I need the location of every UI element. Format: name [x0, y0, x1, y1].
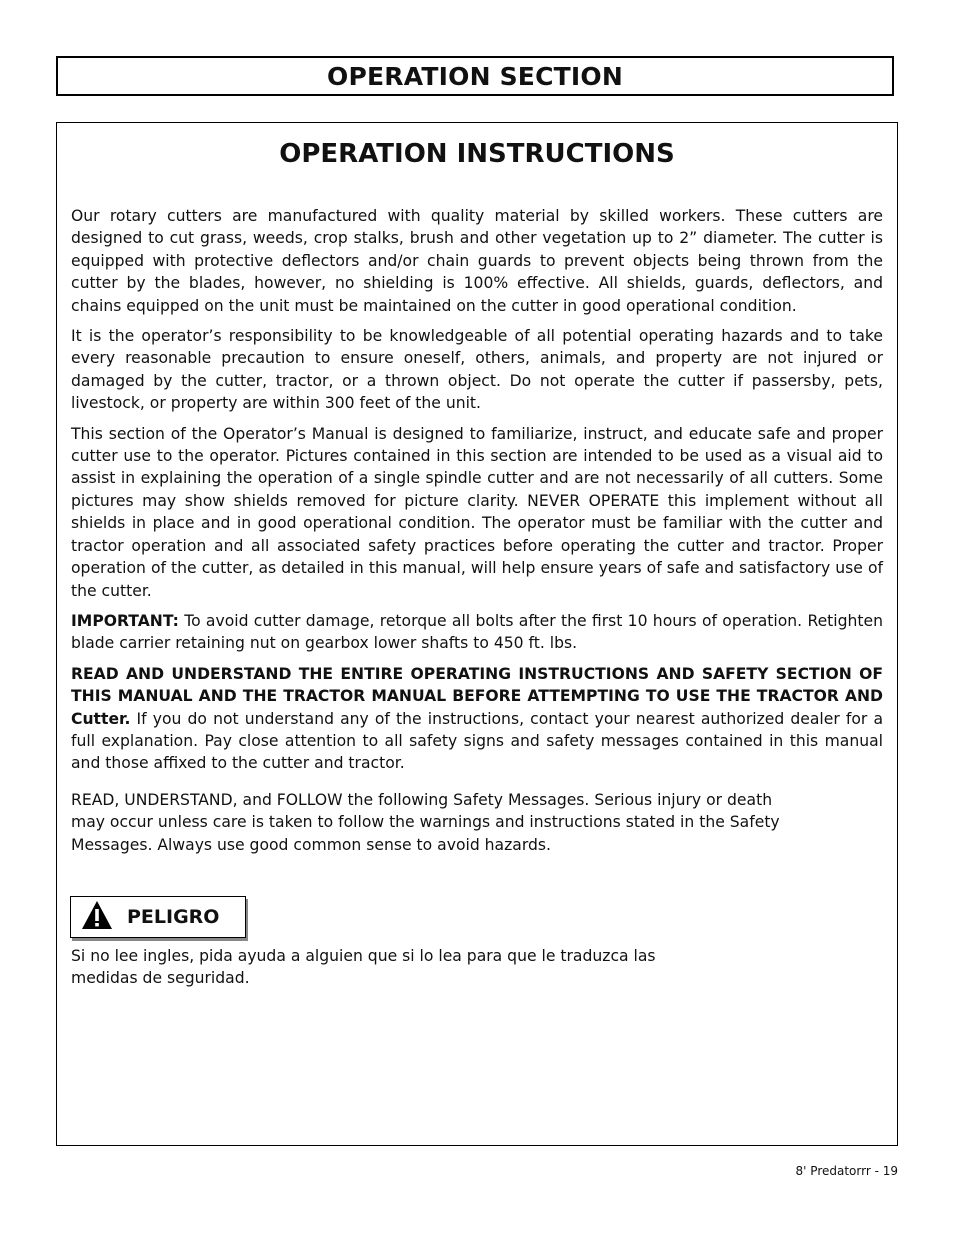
warning-triangle-icon	[81, 900, 113, 934]
important-text: To avoid cutter damage, retorque all bolts after the first 10 hours of operation. Retighten blade carrier retaining nut on gearbox lower shafts to 450 ft. lbs.	[71, 611, 883, 653]
paragraph-important	[71, 610, 883, 655]
read-understand-text: If you do not understand any of the instructions, contact your nearest authorized dealer for a full explanation. Pay close attention to all safety signs and safety messages contained in this manual and those affixed to the cutter and tractor.	[71, 709, 883, 773]
paragraph-responsibility: It is the operator’s responsibility to be knowledgeable of all potential operating hazards and to take every reasonable precaution to ensure oneself, others, animals, and property are not injured or damaged by the cutter, tractor, or a thrown object. Do not operate the cutter if passersby, pets, livestock, or property are within 300 feet of the unit.	[71, 327, 883, 413]
operation-instructions-box	[56, 122, 898, 1146]
peligro-label: PELIGRO	[127, 906, 220, 928]
section-title: OPERATION SECTION	[327, 61, 623, 91]
paragraph-read-understand	[71, 663, 883, 775]
page-title: OPERATION INSTRUCTIONS	[279, 139, 675, 169]
paragraph-safety-messages: READ, UNDERSTAND, and FOLLOW the following Safety Messages. Serious injury or death may occur unless care is taken to follow the warnings and instructions stated in the Safety Messages. Always use good common sense to avoid hazards.	[71, 790, 780, 854]
instructions-body	[71, 205, 883, 864]
section-title-bar	[56, 56, 894, 96]
paragraph-manual-purpose: This section of the Operator’s Manual is designed to familiarize, instruct, and educate safe and proper cutter use to the operator. Pictures contained in this section are intended to be used as a visual aid to assist in explaining the operation of a single spindle cutter and are not necessarily of all cutters. Some pictures may show shields removed for picture clarity. NEVER OPERATE this implement without all shields in place and in good operational condition. The operator must be familiar with the cutter and tractor operation and all associated safety practices before operating the cutter and tractor. Proper operation of the cutter, as detailed in this manual, will help ensure years of safe and satisfactory use of the cutter.	[71, 424, 883, 600]
peligro-text: Si no lee ingles, pida ayuda a alguien que si lo lea para que le traduzca las medidas de seguridad.	[71, 947, 656, 988]
peligro-label-box	[70, 896, 246, 938]
page-footer: 8' Predatorrr - 19	[795, 1164, 898, 1178]
paragraph-intro: Our rotary cutters are manufactured with quality material by skilled workers. These cutters are designed to cut grass, weeds, crop stalks, brush and other vegetation up to 2” diameter. The cutter is equipped with protective deflectors and/or chain guards to prevent objects being thrown from the cutter by the blades, however, no shielding is 100% effective. All shields, guards, deflectors, and chains equipped on the unit must be maintained on the cutter in good operational condition.	[71, 207, 883, 315]
read-understand-bold: READ AND UNDERSTAND THE ENTIRE OPERATING INSTRUCTIONS AND SAFETY SECTION OF THIS MANUAL AND THE TRACTOR MANUAL BEFORE ATTEMPTING TO USE THE TRACTOR AND Cutter.	[71, 664, 883, 728]
important-label: IMPORTANT:	[71, 611, 179, 630]
